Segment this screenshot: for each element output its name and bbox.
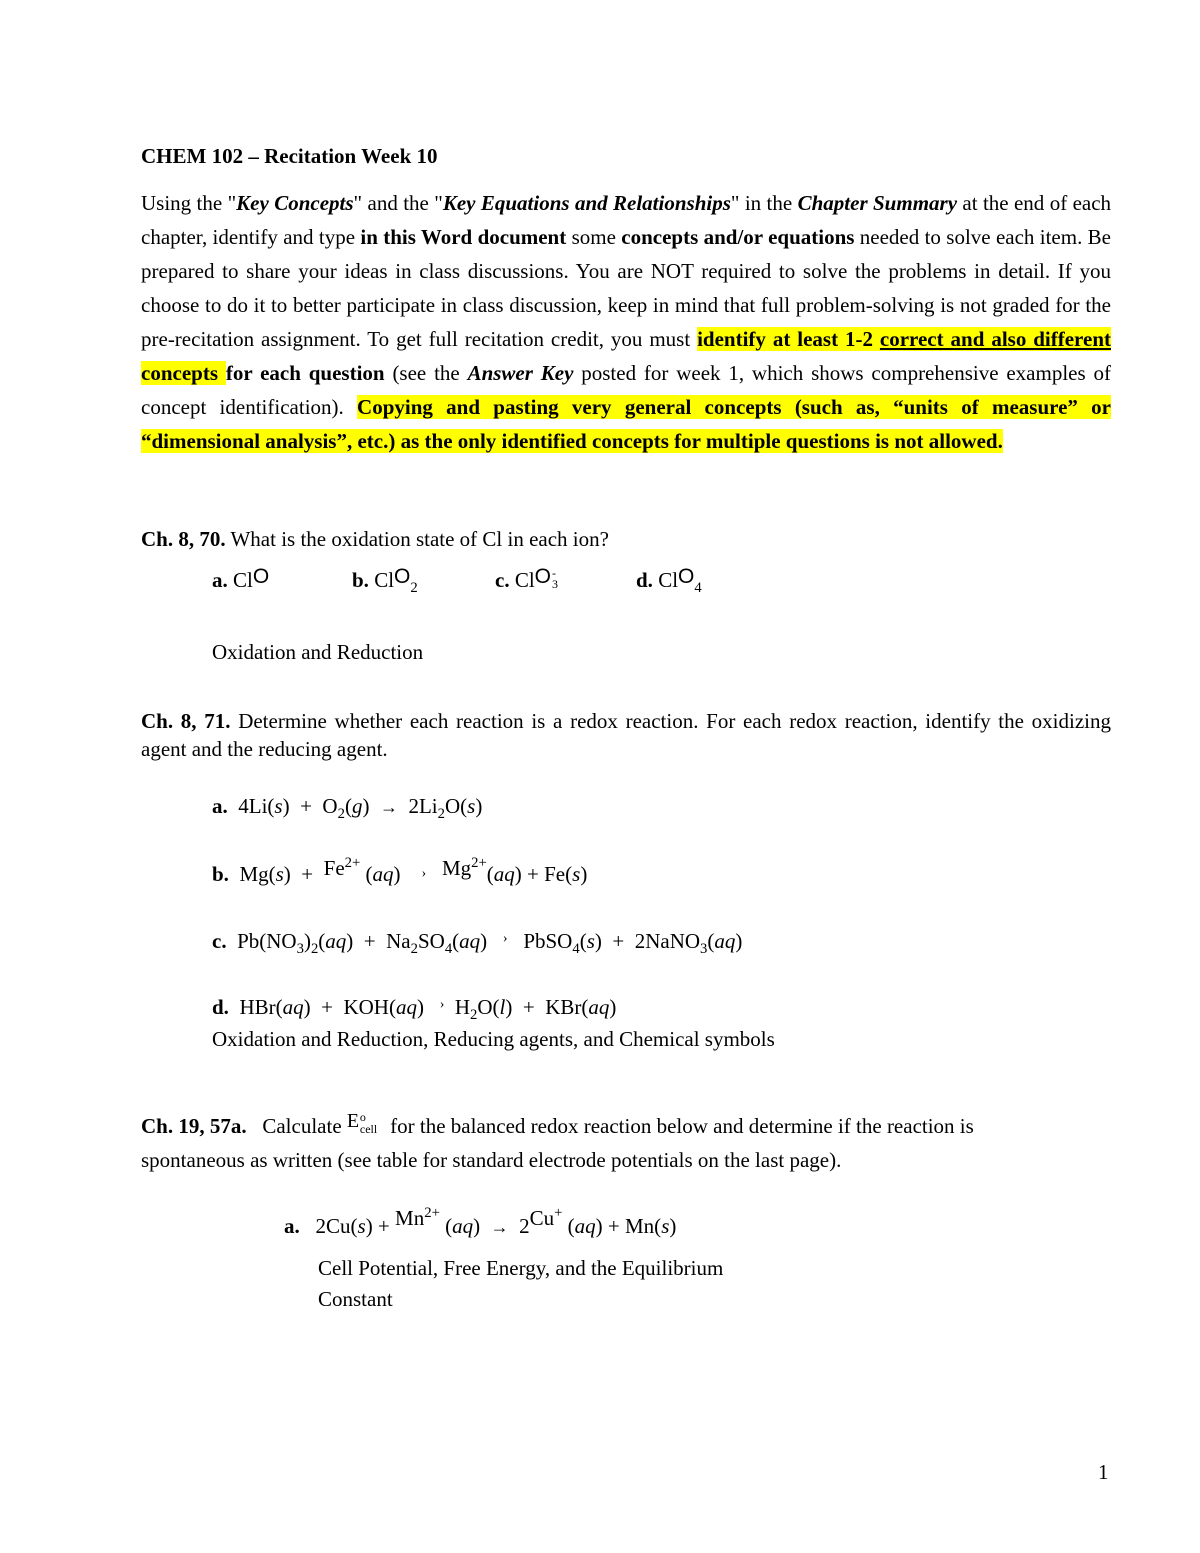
- question-ch8-70: [141, 527, 609, 552]
- q3-answer-line1: Cell Potential, Free Energy, and the Equilibrium: [318, 1256, 724, 1280]
- intro-text: " in the: [730, 191, 798, 215]
- intro-text: at the end of each chapter, identify and type: [141, 191, 1112, 249]
- item-label: d.: [636, 568, 653, 592]
- question-ref: Ch. 8, 71.: [141, 709, 231, 733]
- key-equations-term: Key Equations and Relationships: [442, 191, 731, 215]
- ion-item-a: [212, 565, 270, 593]
- e-cell-symbol: E o cell: [346, 1110, 378, 1136]
- ion-subscript: 4: [694, 580, 702, 597]
- intro-text: needed to solve each item. Be prepared to share your ideas in class discussions. You are NOT required to solve the problems in detail. If you choose to do it to better participate in class discussion, keep in mind that full problem-solving is not graded for the pre-recitation assignment. To get full recitation credit, you must: [141, 225, 1111, 351]
- reaction-57a: a. $2Cu(s) + Mn^{2+}$ (aq) → 2Cu+ (aq) + Mn(s): [284, 1205, 677, 1238]
- for-each-question: for each question: [225, 361, 385, 385]
- instructions-paragraph: [141, 186, 1111, 458]
- ion-oxygen: O: [678, 565, 695, 588]
- q1-answer: Oxidation and Reduction: [212, 640, 424, 664]
- ion-charge: -: [552, 566, 557, 580]
- highlight-concepts: concepts: [141, 361, 226, 385]
- intro-text: (see the: [384, 361, 468, 385]
- ion-oxygen: O: [534, 565, 552, 588]
- intro-text: " and the ": [353, 191, 443, 215]
- item-label: c.: [495, 568, 510, 592]
- ion-subscript: 2: [410, 580, 418, 597]
- ion-item-b: [352, 565, 418, 597]
- document-title: CHEM 102 – Recitation Week 10: [141, 144, 438, 168]
- ion-item-d: [636, 565, 702, 597]
- ion-oxygen: O: [252, 565, 270, 588]
- intro-text: posted for week 1, which shows comprehensive examples of concept identification).: [141, 361, 1111, 419]
- reaction-a: a. $4Li(s) + O_2(g) \to 2Li_2O(s)$: [212, 794, 483, 823]
- highlight-identify: identify at least 1-2: [697, 327, 880, 351]
- page-number: 1: [1098, 1460, 1109, 1484]
- reaction-b: b. $Mg(s) + Fe^{2+}$ (aq) › $Mg^{2+}(aq) + Fe(s)$: [212, 855, 588, 886]
- question-ch19-57a-cont: spontaneous as written (see table for standard electrode potentials on the last page).: [141, 1148, 842, 1172]
- question-ref: Ch. 19, 57a.: [141, 1114, 247, 1138]
- ion-oxygen: O: [394, 565, 411, 588]
- question-text: for the balanced redox reaction below and determine if the reaction is: [390, 1114, 974, 1138]
- concepts-equations-emphasis: concepts and/or equations: [621, 225, 855, 249]
- ion-base: Cl: [233, 568, 253, 592]
- q2-answer: Oxidation and Reduction, Reducing agents, and Chemical symbols: [212, 1027, 775, 1051]
- question-text: Determine whether each reaction is a redox reaction. For each redox reaction, identify the oxidizing agent and the reducing agent.: [141, 709, 1111, 761]
- question-text: Calculate: [262, 1114, 342, 1138]
- reaction-c: c. $Pb(NO_3)_2(aq) + Na_2SO_4(aq)$ › PbSO$_4$(s) + 2NaNO$_3$(aq): [212, 929, 743, 958]
- reaction-d: d. HBr(aq) + KOH(aq) › $H_2O(l) + KBr(aq)$: [212, 995, 617, 1024]
- chapter-summary-term: Chapter Summary: [797, 191, 958, 215]
- answer-key-term: Answer Key: [467, 361, 574, 385]
- intro-text: some: [566, 225, 622, 249]
- ion-base: Cl: [514, 568, 535, 592]
- question-ref: Ch. 8, 70.: [141, 527, 226, 551]
- ion-base: Cl: [658, 568, 679, 592]
- question-ch8-71: [141, 707, 1111, 763]
- intro-text: Using the ": [141, 191, 237, 215]
- highlight-correct-different: correct and also different: [879, 327, 1111, 351]
- copy-paste-warning: Copying and pasting very general concepts (such as, “units of measure” or “dimensional analysis”, etc.) as the only identified concepts for multiple questions is not allowed.: [141, 395, 1112, 453]
- ion-item-c: [495, 565, 559, 593]
- ion-base: Cl: [374, 568, 395, 592]
- word-document-emphasis: in this Word document: [360, 225, 567, 249]
- item-label: a.: [212, 568, 228, 592]
- key-concepts-term: Key Concepts: [236, 191, 354, 215]
- question-ch19-57a: [141, 1110, 974, 1139]
- question-text: What is the oxidation state of Cl in each ion?: [225, 527, 609, 551]
- q3-answer-line2: Constant: [318, 1287, 393, 1311]
- item-label: b.: [352, 568, 369, 592]
- ion-subscript: 3: [552, 577, 559, 591]
